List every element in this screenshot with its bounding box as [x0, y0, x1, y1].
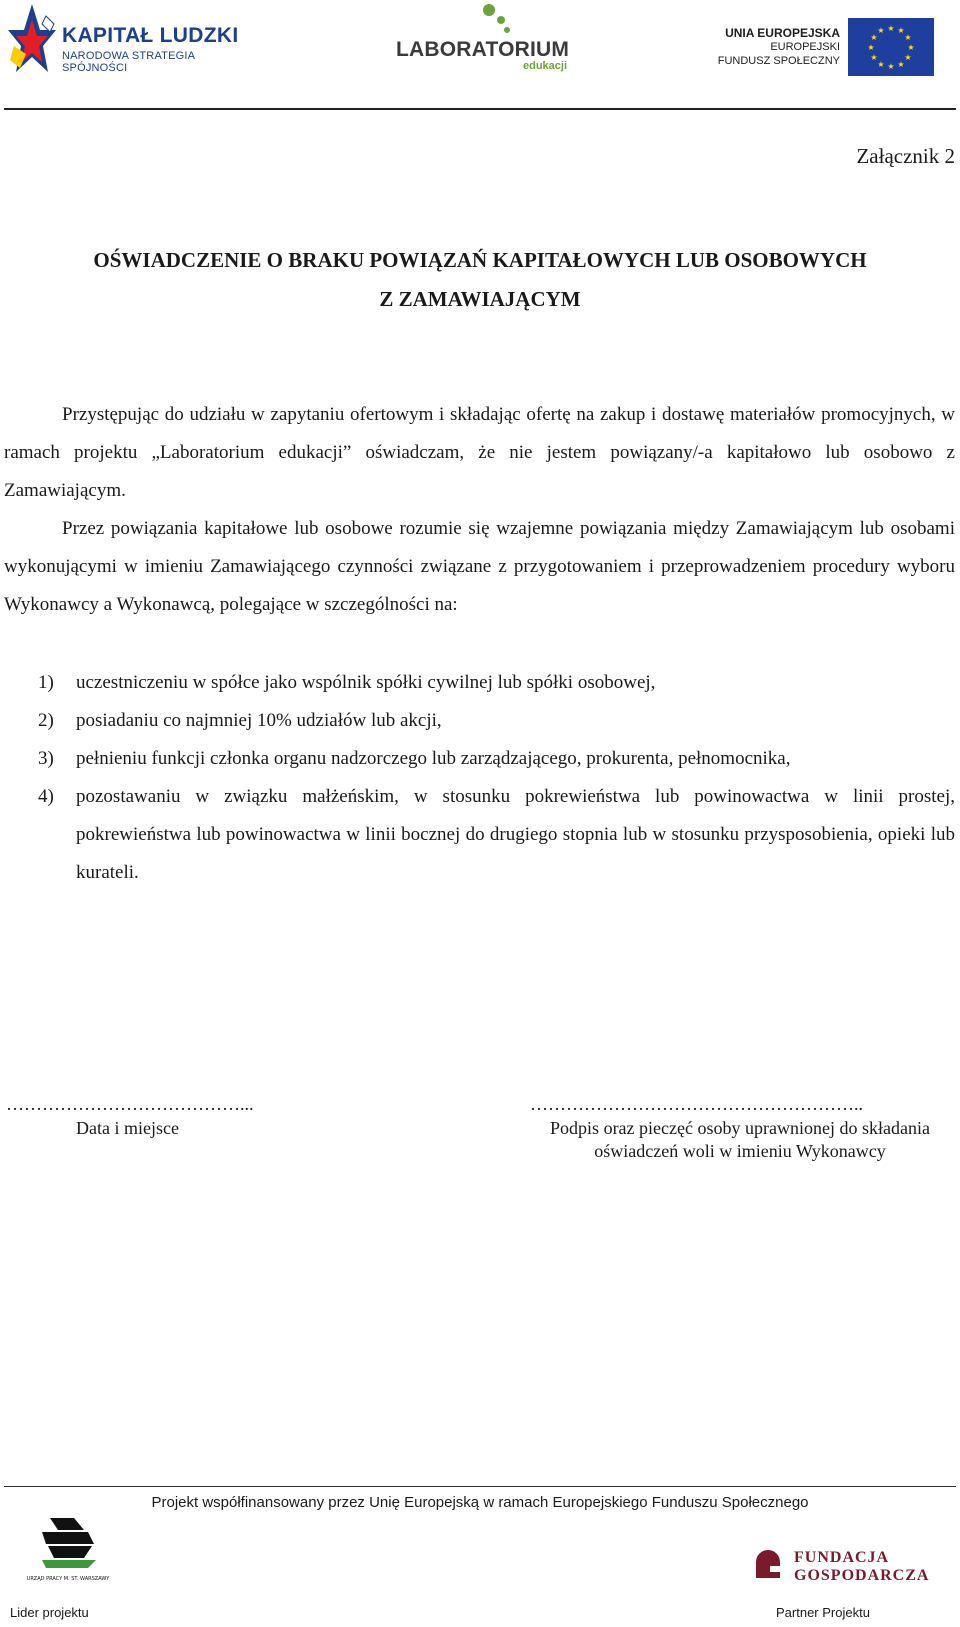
list-item — [38, 664, 955, 702]
laboratorium-title: LABORATORIUM — [396, 38, 570, 61]
fundacja-gospodarcza-name — [794, 1549, 929, 1585]
date-place-signature-block — [6, 1094, 326, 1138]
list-item — [38, 740, 955, 778]
svg-text:★: ★ — [887, 24, 895, 33]
paragraph-definition-text: Przez powiązania kapitałowe lub osobowe rozumie się wzajemne powiązania między Zamawiającym lub osobami wykonującymi w imieniu Zamawiającego czynności związane z przygotowaniem i przeprowadzeniem procedury wyboru Wykonawcy a Wykonawcą, polegające w szczególności na: — [4, 518, 955, 615]
list-item — [38, 778, 955, 892]
urzad-pracy-logo — [26, 1514, 110, 1584]
svg-text:★: ★ — [897, 60, 905, 69]
svg-text:★: ★ — [907, 43, 915, 52]
eu-flag-icon — [848, 18, 934, 76]
signature-dotted-line: ……………………………………………….. — [530, 1094, 863, 1114]
partner-name-line1: FUNDACJA — [794, 1549, 890, 1566]
document-title-line1: OŚWIADCZENIE O BRAKU POWIĄZAŃ KAPITAŁOWYCH LUB OSOBOWYCH — [93, 248, 867, 272]
svg-text:★: ★ — [904, 33, 912, 42]
cofinancing-note: Projekt współfinansowany przez Unię Europejską w ramach Europejskiego Funduszu Społecznego — [151, 1494, 809, 1511]
kapital-ludzki-subtitle: NARODOWA STRATEGIA SPÓJNOŚCI — [62, 50, 195, 74]
fundacja-gospodarcza-mark-icon — [752, 1548, 786, 1582]
kapital-ludzki-title: KAPITAŁ LUDZKI — [62, 24, 239, 47]
svg-text:★: ★ — [904, 53, 912, 62]
svg-text:★: ★ — [867, 43, 875, 52]
list-item-number: 3) — [38, 748, 54, 769]
list-item-number: 1) — [38, 672, 54, 693]
laboratorium-bubbles-icon — [483, 2, 517, 36]
document-title-line2: Z ZAMAWIAJĄCYM — [379, 287, 581, 311]
eu-label-line1: UNIA EUROPEJSKA — [725, 26, 840, 40]
svg-text:★: ★ — [887, 62, 895, 71]
laboratorium-logo — [388, 2, 578, 74]
list-item-number: 4) — [38, 786, 54, 807]
document-header — [0, 0, 960, 110]
list-item — [38, 702, 955, 740]
svg-text:★: ★ — [877, 60, 885, 69]
eu-label-line3: FUNDUSZ SPOŁECZNY — [717, 55, 840, 67]
list-item-text: pozostawaniu w związku małżeńskim, w stosunku pokrewieństwa lub powinowactwa w linii prostej, pokrewieństwa lub powinowactwa w linii bocznej do drugiego stopnia lub w stosunku przysposobienia, opieki lub kurateli. — [76, 786, 955, 883]
fundacja-gospodarcza-logo — [752, 1548, 952, 1588]
urzad-pracy-caption: URZĄD PRACY M. ST. WARSZAWY — [26, 1576, 110, 1582]
list-item-text: posiadaniu co najmniej 10% udziałów lub akcji, — [76, 710, 442, 731]
kapital-ludzki-star-icon — [6, 2, 58, 84]
svg-text:★: ★ — [877, 26, 885, 35]
footer-divider — [4, 1486, 956, 1487]
paragraph-declaration-text: Przystępując do udziału w zapytaniu ofertowym i składając ofertę na zakup i dostawę materiałów promocyjnych, w ramach projektu „Laboratorium edukacji” oświadczam, że nie jestem powiązany/-a kapitałowo lub osobowo z Zamawiającym. — [4, 404, 955, 501]
partner-label: Partner Projektu — [776, 1605, 870, 1620]
paragraph-declaration — [4, 396, 955, 510]
relations-list — [38, 664, 955, 892]
annex-label: Załącznik 2 — [856, 144, 955, 168]
signature-label-line2: oświadczeń woli w imieniu Wykonawcy — [594, 1141, 886, 1161]
date-place-dotted-line: …………………………………... — [6, 1094, 254, 1114]
eu-label-line2: EUROPEJSKI — [770, 41, 840, 53]
authorized-signature-block — [520, 1094, 960, 1161]
kapital-ludzki-logo — [6, 2, 246, 84]
svg-text:★: ★ — [870, 53, 878, 62]
list-item-text: pełnieniu funkcji członka organu nadzorczego lub zarządzającego, prokurenta, pełnomocnika, — [76, 748, 791, 769]
partner-name-line2: GOSPODARCZA — [794, 1567, 930, 1584]
lider-label: Lider projektu — [10, 1605, 89, 1620]
laboratorium-subtitle: edukacji — [523, 60, 568, 72]
paragraph-definition — [4, 510, 955, 624]
header-divider — [4, 108, 956, 110]
signature-label-line1: Podpis oraz pieczęć osoby uprawnionej do składania — [550, 1118, 930, 1138]
list-item-text: uczestniczeniu w spółce jako wspólnik spółki cywilnej lub spółki osobowej, — [76, 672, 656, 693]
svg-text:★: ★ — [897, 26, 905, 35]
eu-fund-label — [700, 26, 840, 68]
list-item-number: 2) — [38, 710, 54, 731]
date-place-label: Data i miejsce — [76, 1118, 179, 1138]
svg-text:★: ★ — [870, 33, 878, 42]
